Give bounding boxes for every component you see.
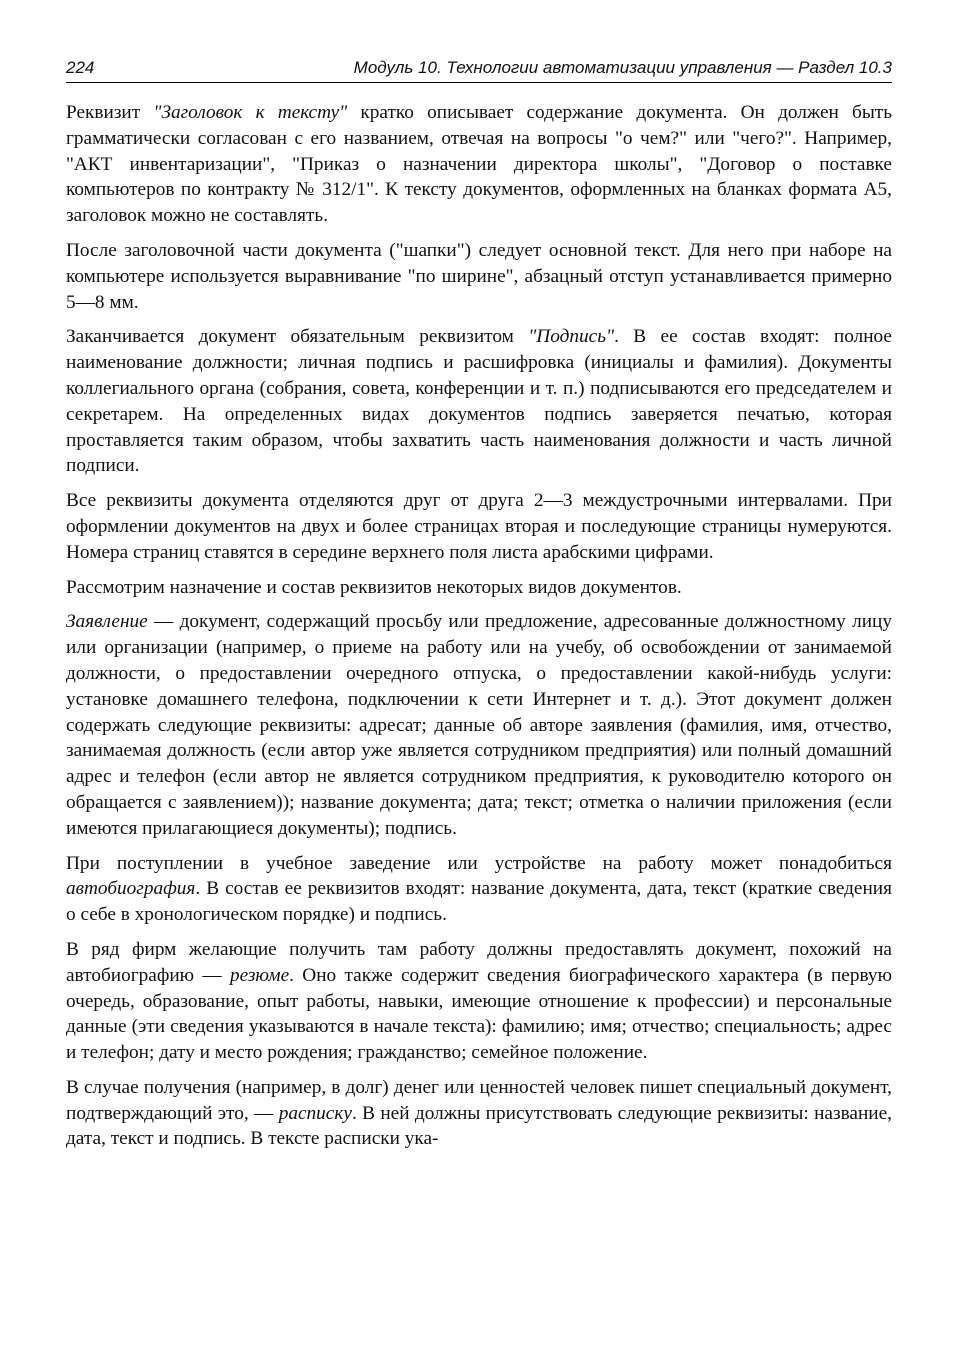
term-title-requisite: "Заголовок к тексту": [153, 102, 348, 123]
running-title: Модуль 10. Технологии автоматизации управления — Раздел 10.3: [353, 58, 892, 77]
paragraph-resume: В ряд фирм желающие получить там работу должны предоставлять документ, похожий на автобиографию — резюме. Оно также содержит сведения биографического характера (в первую очередь, образование, опыт работы, навыки, имеющие отношение к профессии) и персональные данные (эти сведения указываются в начале текста): фамилию; имя; отчество; специальность; адрес и телефон; дату и место рождения; гражданство; семейное положение.: [66, 938, 892, 1064]
paragraph-main-text: После заголовочной части документа ("шапки") следует основной текст. Для него при наборе на компьютере используется выравнивание "по ширине", абзацный отступ устанавливается примерно 5—8 мм.: [66, 239, 892, 313]
body-text: [66, 100, 892, 1161]
page-number: 224: [66, 58, 95, 77]
term-resume: резюме: [229, 964, 290, 986]
term-application: Заявление: [66, 611, 148, 633]
term-signature: "Подпись": [528, 326, 615, 348]
term-autobiography: автобиография: [66, 878, 196, 900]
paragraph-signature: Заканчивается документ обязательным реквизитом "Подпись". В ее состав входят: полное наименование должности; личная подпись и расшифровка (инициалы и фамилия). Документы коллегиального органа (собрания, совета, конференции и т. п.) подписываются его председателем и секретарем. На определенных видах документов подпись заверяется печатью, которая проставляется таким образом, чтобы захватить часть наименования должности и часть личной подписи.: [66, 326, 892, 477]
paragraph-receipt: В случае получения (например, в долг) денег или ценностей человек пишет специальный документ, подтверждающий это, — расписку. В ней должны присутствовать следующие реквизиты: название, дата, текст и подпись. В тексте расписки ука-: [66, 1076, 893, 1150]
paragraph-application: Заявление — документ, содержащий просьбу или предложение, адресованные должностному лицу или организации (например, о приеме на работу или на учебу, об освобождении от занимаемой должности, о предоставлении очередного отпуска, о предоставлении какой-нибудь услуги: установке домашнего телефона, подключении к сети Интернет и т. д.). Этот документ должен содержать следующие реквизиты: адресат; данные об авторе заявления (фамилия, имя, отчество, занимаемая должность (если автор уже является сотрудником предприятия) или полный домашний адрес и телефон (если автор не является сотрудником предприятия, к руководителю которого он обращается с заявлением)); название документа; дата; текст; отметка о наличии приложения (если имеются прилагающиеся документы); подпись.: [66, 611, 892, 839]
running-header: [66, 56, 892, 83]
paragraph-autobiography: При поступлении в учебное заведение или устройстве на работу может понадобиться автобиография. В состав ее реквизитов входят: название документа, дата, текст (краткие сведения о себе в хронологическом порядке) и подпись.: [66, 852, 892, 926]
paragraph-title-requisite: Реквизит "Заголовок к тексту" кратко описывает содержание документа. Он должен быть грамматически согласован с его названием, отвечая на вопросы "о чем?" или "чего?". Например, "АКТ инвентаризации", "Приказ о назначении директора школы", "Договор о поставке компьютеров по контракту № 312/1". К тексту документов, оформленных на бланках формата А5, заголовок можно не составлять.: [66, 102, 892, 227]
paragraph-intro: Рассмотрим назначение и состав реквизитов некоторых видов документов.: [66, 576, 682, 598]
paragraph-spacing: Все реквизиты документа отделяются друг от друга 2—3 междустрочными интервалами. При оформлении документов на двух и более страницах вторая и последующие страницы нумеруются. Номера страниц ставятся в середине верхнего поля листа арабскими цифрами.: [66, 490, 892, 563]
term-receipt: расписку: [278, 1102, 352, 1124]
